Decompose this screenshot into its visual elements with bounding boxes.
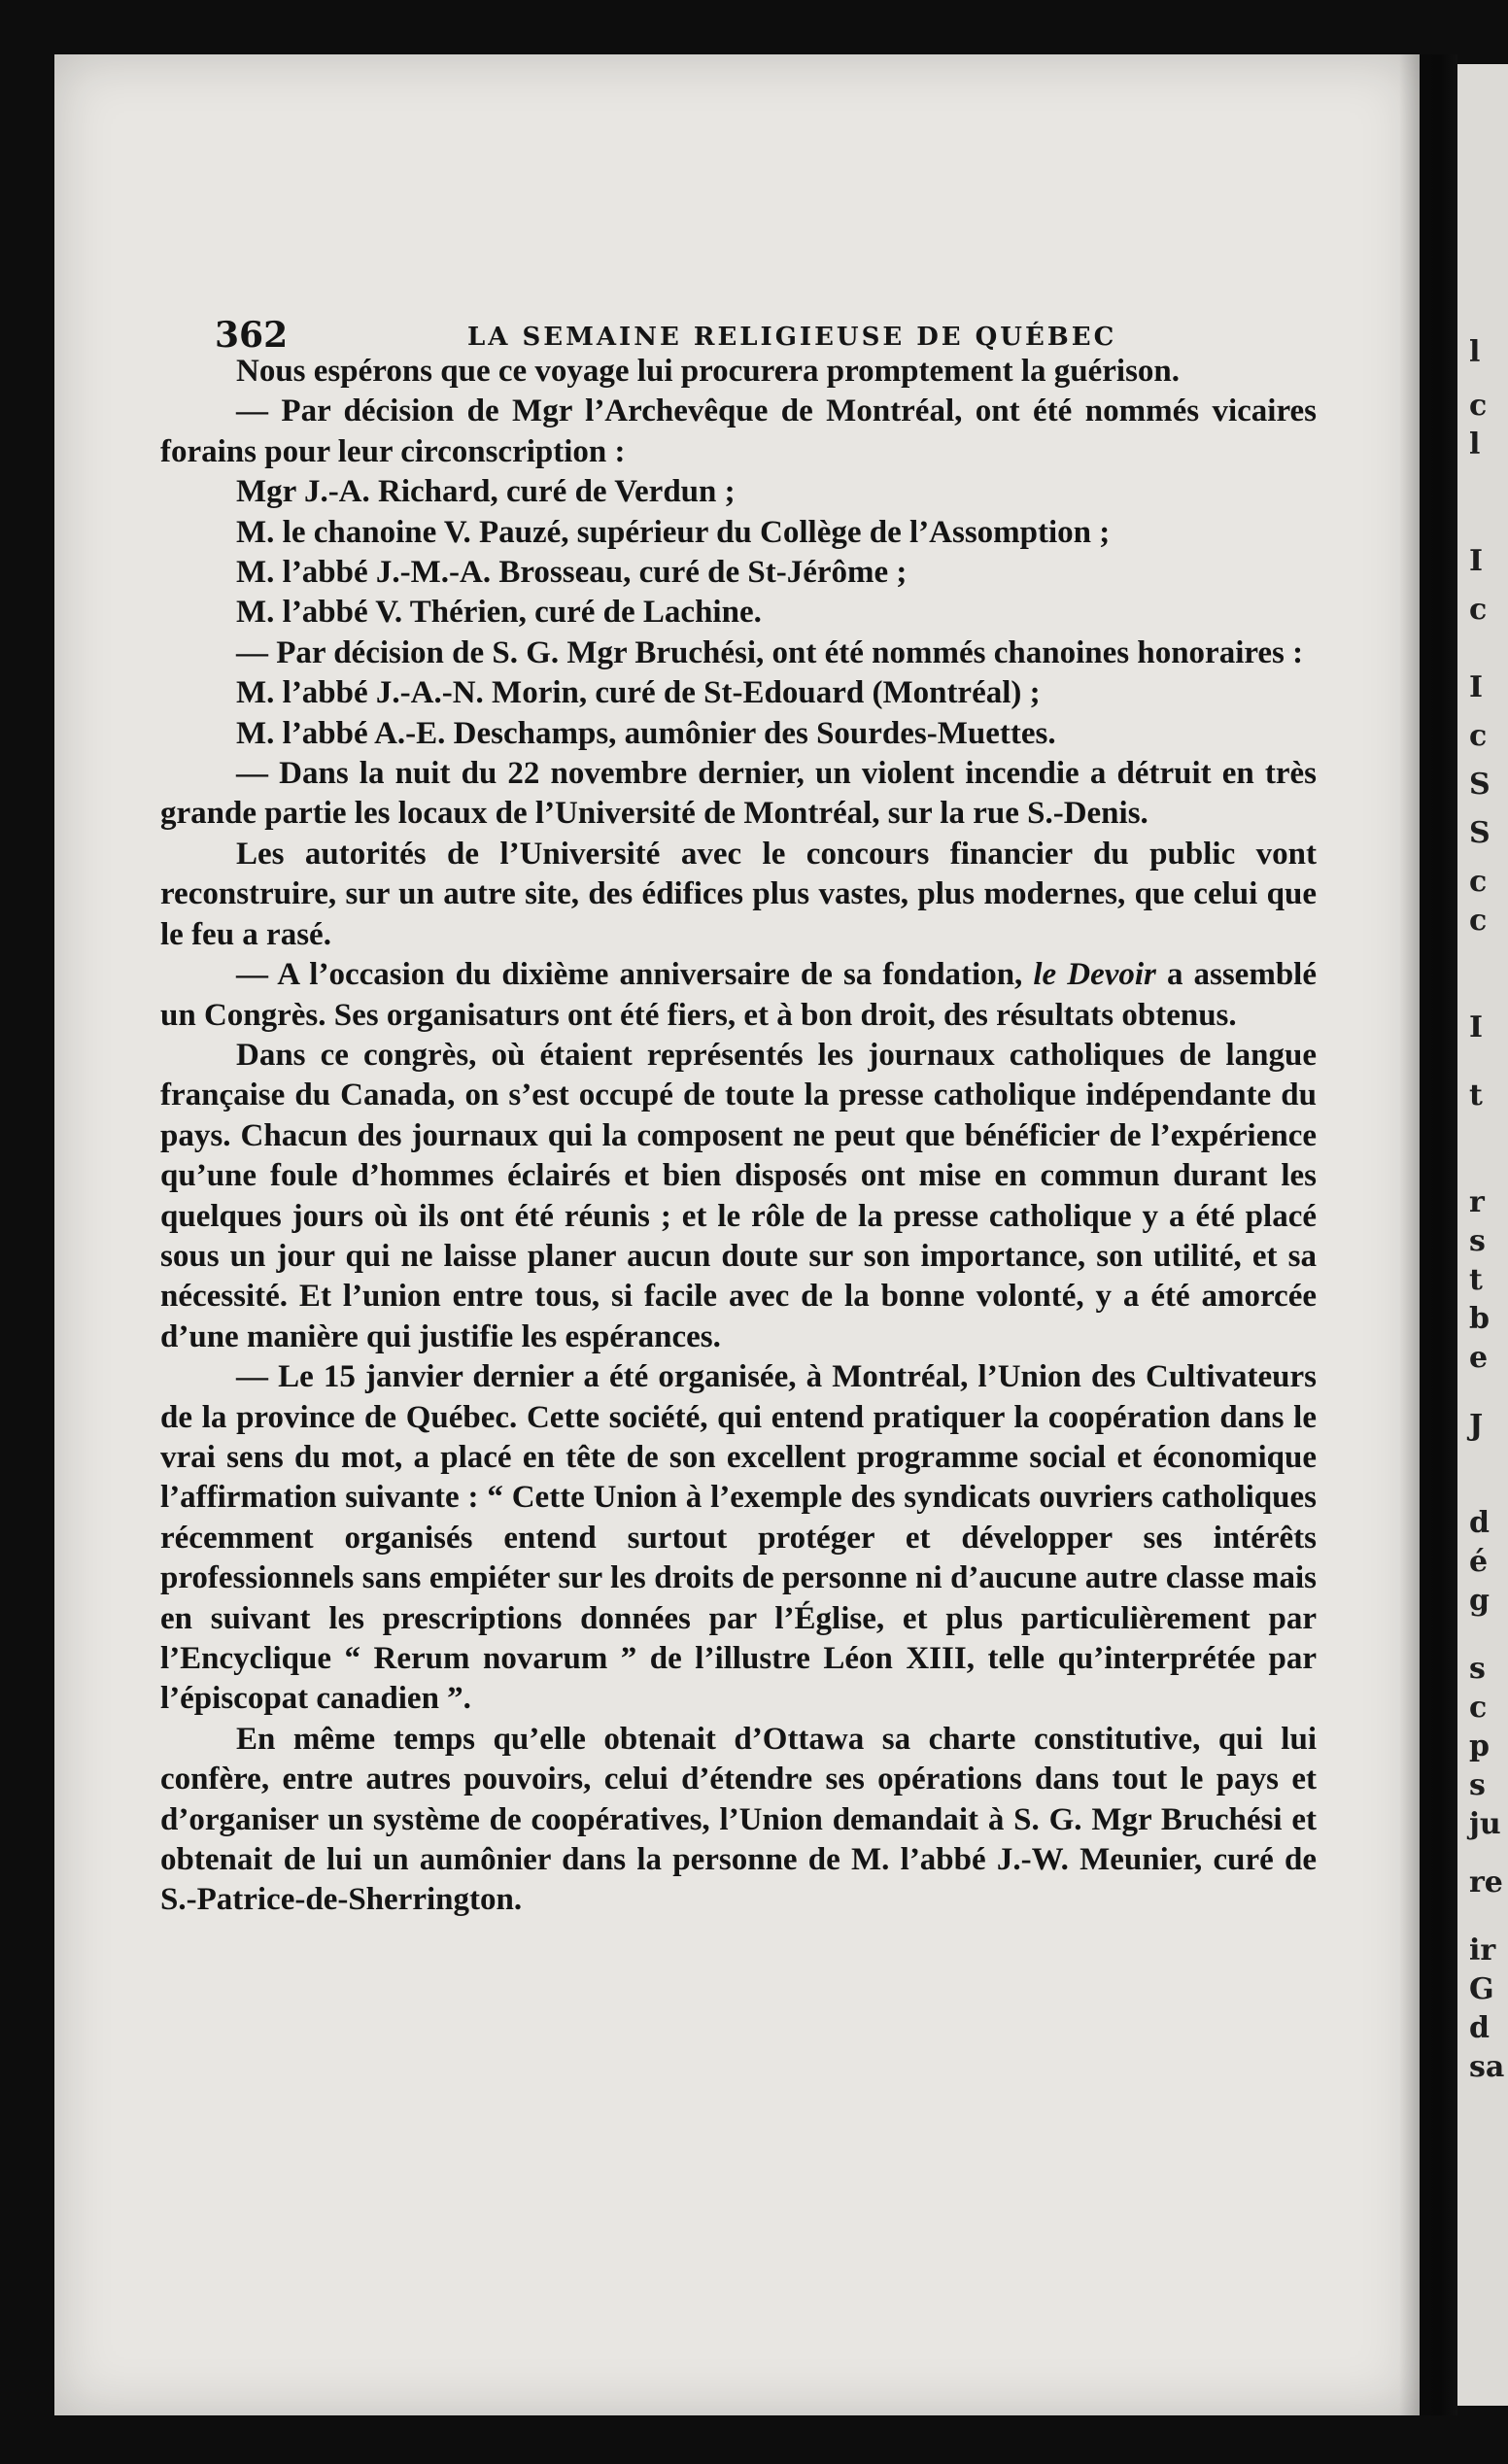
adjacent-page-fragment: I: [1469, 1010, 1484, 1044]
paragraph: — Par décision de S. G. Mgr Bruchési, ont été nommés chanoines honoraires :: [236, 634, 1304, 670]
adjacent-page-fragment: r: [1469, 1185, 1485, 1219]
adjacent-page-fragment: sa: [1469, 2050, 1505, 2084]
adjacent-page-edge: [1457, 64, 1508, 2406]
adjacent-page-fragment: e: [1469, 1341, 1489, 1375]
paragraph: — Le 15 janvier dernier a été organisée, à Montréal, l’Union des Cultivateurs de la province de Québec. Cette société, qui entend pratiquer la coopération dans le vrai sens du mot, a placé en tête de son excellent programme social et économique l’affirmation suivante : “ Cette Union à l’exemple des syndicats ouvriers catholiques récemment organisés entend surtout protéger et développer ses intérêts professionnels sans empiéter sur les droits de personne ni d’aucune autre classe mais en suivant les prescriptions données par l’Église, et plus particulièrement par l’Encyclique “ Rerum novarum ” de l’illustre Léon XIII, telle qu’interprétée par l’épiscopat canadien ”.: [160, 1359, 1317, 1717]
adjacent-page-fragment: J: [1469, 1409, 1484, 1443]
adjacent-page-fragment: t: [1469, 1078, 1483, 1112]
adjacent-page-fragment: s: [1469, 1768, 1486, 1802]
adjacent-page-fragment: c: [1469, 1691, 1488, 1725]
page-number: 362: [215, 315, 289, 356]
adjacent-page-fragment: d: [1469, 1506, 1490, 1540]
spine-shadow: [1399, 54, 1457, 2415]
running-title: LA SEMAINE RELIGIEUSE DE QUÉBEC: [467, 323, 1117, 352]
adjacent-page-fragment: ju: [1469, 1807, 1501, 1841]
adjacent-page-fragment: ir: [1469, 1934, 1496, 1968]
paragraph-text: a assemblé un Congrès. Ses organisaturs ont été fiers, et à bon droit, des résultats obtenus.: [160, 957, 1317, 1033]
adjacent-page-fragment: c: [1469, 719, 1488, 753]
adjacent-page-fragment: I: [1469, 670, 1484, 704]
adjacent-page-fragment: s: [1469, 1652, 1486, 1686]
appointment-line: M. l’abbé A.-E. Deschamps, aumônier des Sourdes-Muettes.: [236, 715, 1056, 751]
adjacent-page-fragment: re: [1469, 1865, 1503, 1899]
adjacent-page-fragment: c: [1469, 593, 1488, 627]
appointment-line: M. l’abbé J.-M.-A. Brosseau, curé de St-Jérôme ;: [236, 555, 908, 591]
adjacent-page-fragment: é: [1469, 1545, 1489, 1579]
adjacent-page-fragment: b: [1469, 1302, 1490, 1336]
adjacent-page-fragment: G: [1469, 1972, 1494, 2006]
adjacent-page-fragments: [1469, 64, 1508, 2406]
appointment-line: Mgr J.-A. Richard, curé de Verdun ;: [236, 474, 736, 510]
adjacent-page-fragment: s: [1469, 1224, 1486, 1258]
appointment-line: M. le chanoine V. Pauzé, supérieur du Collège de l’Assomption ;: [236, 514, 1111, 550]
paragraph: Dans ce congrès, où étaient représentés les journaux catholiques de langue française du Canada, on s’est occupé de toute la presse catholique indépendante du pays. Chacun des journaux qui la composent ne peut que bénéficier de l’expérience qu’une foule d’hommes éclairés et bien disposés ont mise en commun durant les quelques jours où ils ont été réunis ; et le rôle de la presse catholique y a été placé sous un jour qui ne laisse planer aucun doute sur son importance, son utilité, et sa nécessité. Et l’union entre tous, si facile avec de la bonne volonté, y a été amorcée d’une manière qui justifie les espérances.: [160, 1037, 1317, 1354]
adjacent-page-fragment: S: [1469, 768, 1491, 802]
adjacent-page-fragment: p: [1469, 1729, 1490, 1763]
paragraph: En même temps qu’elle obtenait d’Ottawa sa charte constitutive, qui lui confère, entre autres pouvoirs, celui d’étendre ses opérations dans tout le pays et d’organiser un système de coopératives, l’Union demandait à S. G. Mgr Bruchési et obtenait de lui un aumônier dans la personne de M. l’abbé J.-W. Meunier, curé de S.-Patrice-de-Sherrington.: [160, 1721, 1317, 1918]
adjacent-page-fragment: I: [1469, 544, 1484, 578]
newspaper-title: le Devoir: [1033, 957, 1156, 993]
body-text: [160, 352, 1317, 1921]
adjacent-page-fragment: d: [1469, 2011, 1490, 2045]
adjacent-page-fragment: l: [1469, 428, 1481, 462]
paragraph: [160, 955, 1317, 1036]
paragraph: — Dans la nuit du 22 novembre dernier, un violent incendie a détruit en très grande partie les locaux de l’Université de Montréal, sur la rue S.-Denis.: [160, 756, 1317, 832]
adjacent-page-fragment: g: [1469, 1584, 1490, 1618]
appointment-line: M. l’abbé J.-A.-N. Morin, curé de St-Edouard (Montréal) ;: [236, 675, 1041, 711]
adjacent-page-fragment: S: [1469, 816, 1491, 850]
paragraph: Les autorités de l’Université avec le concours financier du public vont reconstruire, sur un autre site, des édifices plus vastes, plus modernes, que celui que le feu a rasé.: [160, 836, 1317, 952]
appointment-line: M. l’abbé V. Thérien, curé de Lachine.: [236, 595, 762, 631]
adjacent-page-fragment: c: [1469, 865, 1488, 899]
adjacent-page-fragment: l: [1469, 335, 1481, 369]
paragraph-text: — A l’occasion du dixième anniversaire de sa fondation,: [236, 957, 1034, 993]
adjacent-page-fragment: c: [1469, 389, 1488, 423]
paragraph: — Par décision de Mgr l’Archevêque de Montréal, ont été nommés vicaires forains pour leur circonscription :: [160, 394, 1317, 469]
adjacent-page-fragment: c: [1469, 904, 1488, 938]
adjacent-page-fragment: t: [1469, 1263, 1483, 1297]
paragraph: Nous espérons que ce voyage lui procurera promptement la guérison.: [236, 354, 1181, 389]
